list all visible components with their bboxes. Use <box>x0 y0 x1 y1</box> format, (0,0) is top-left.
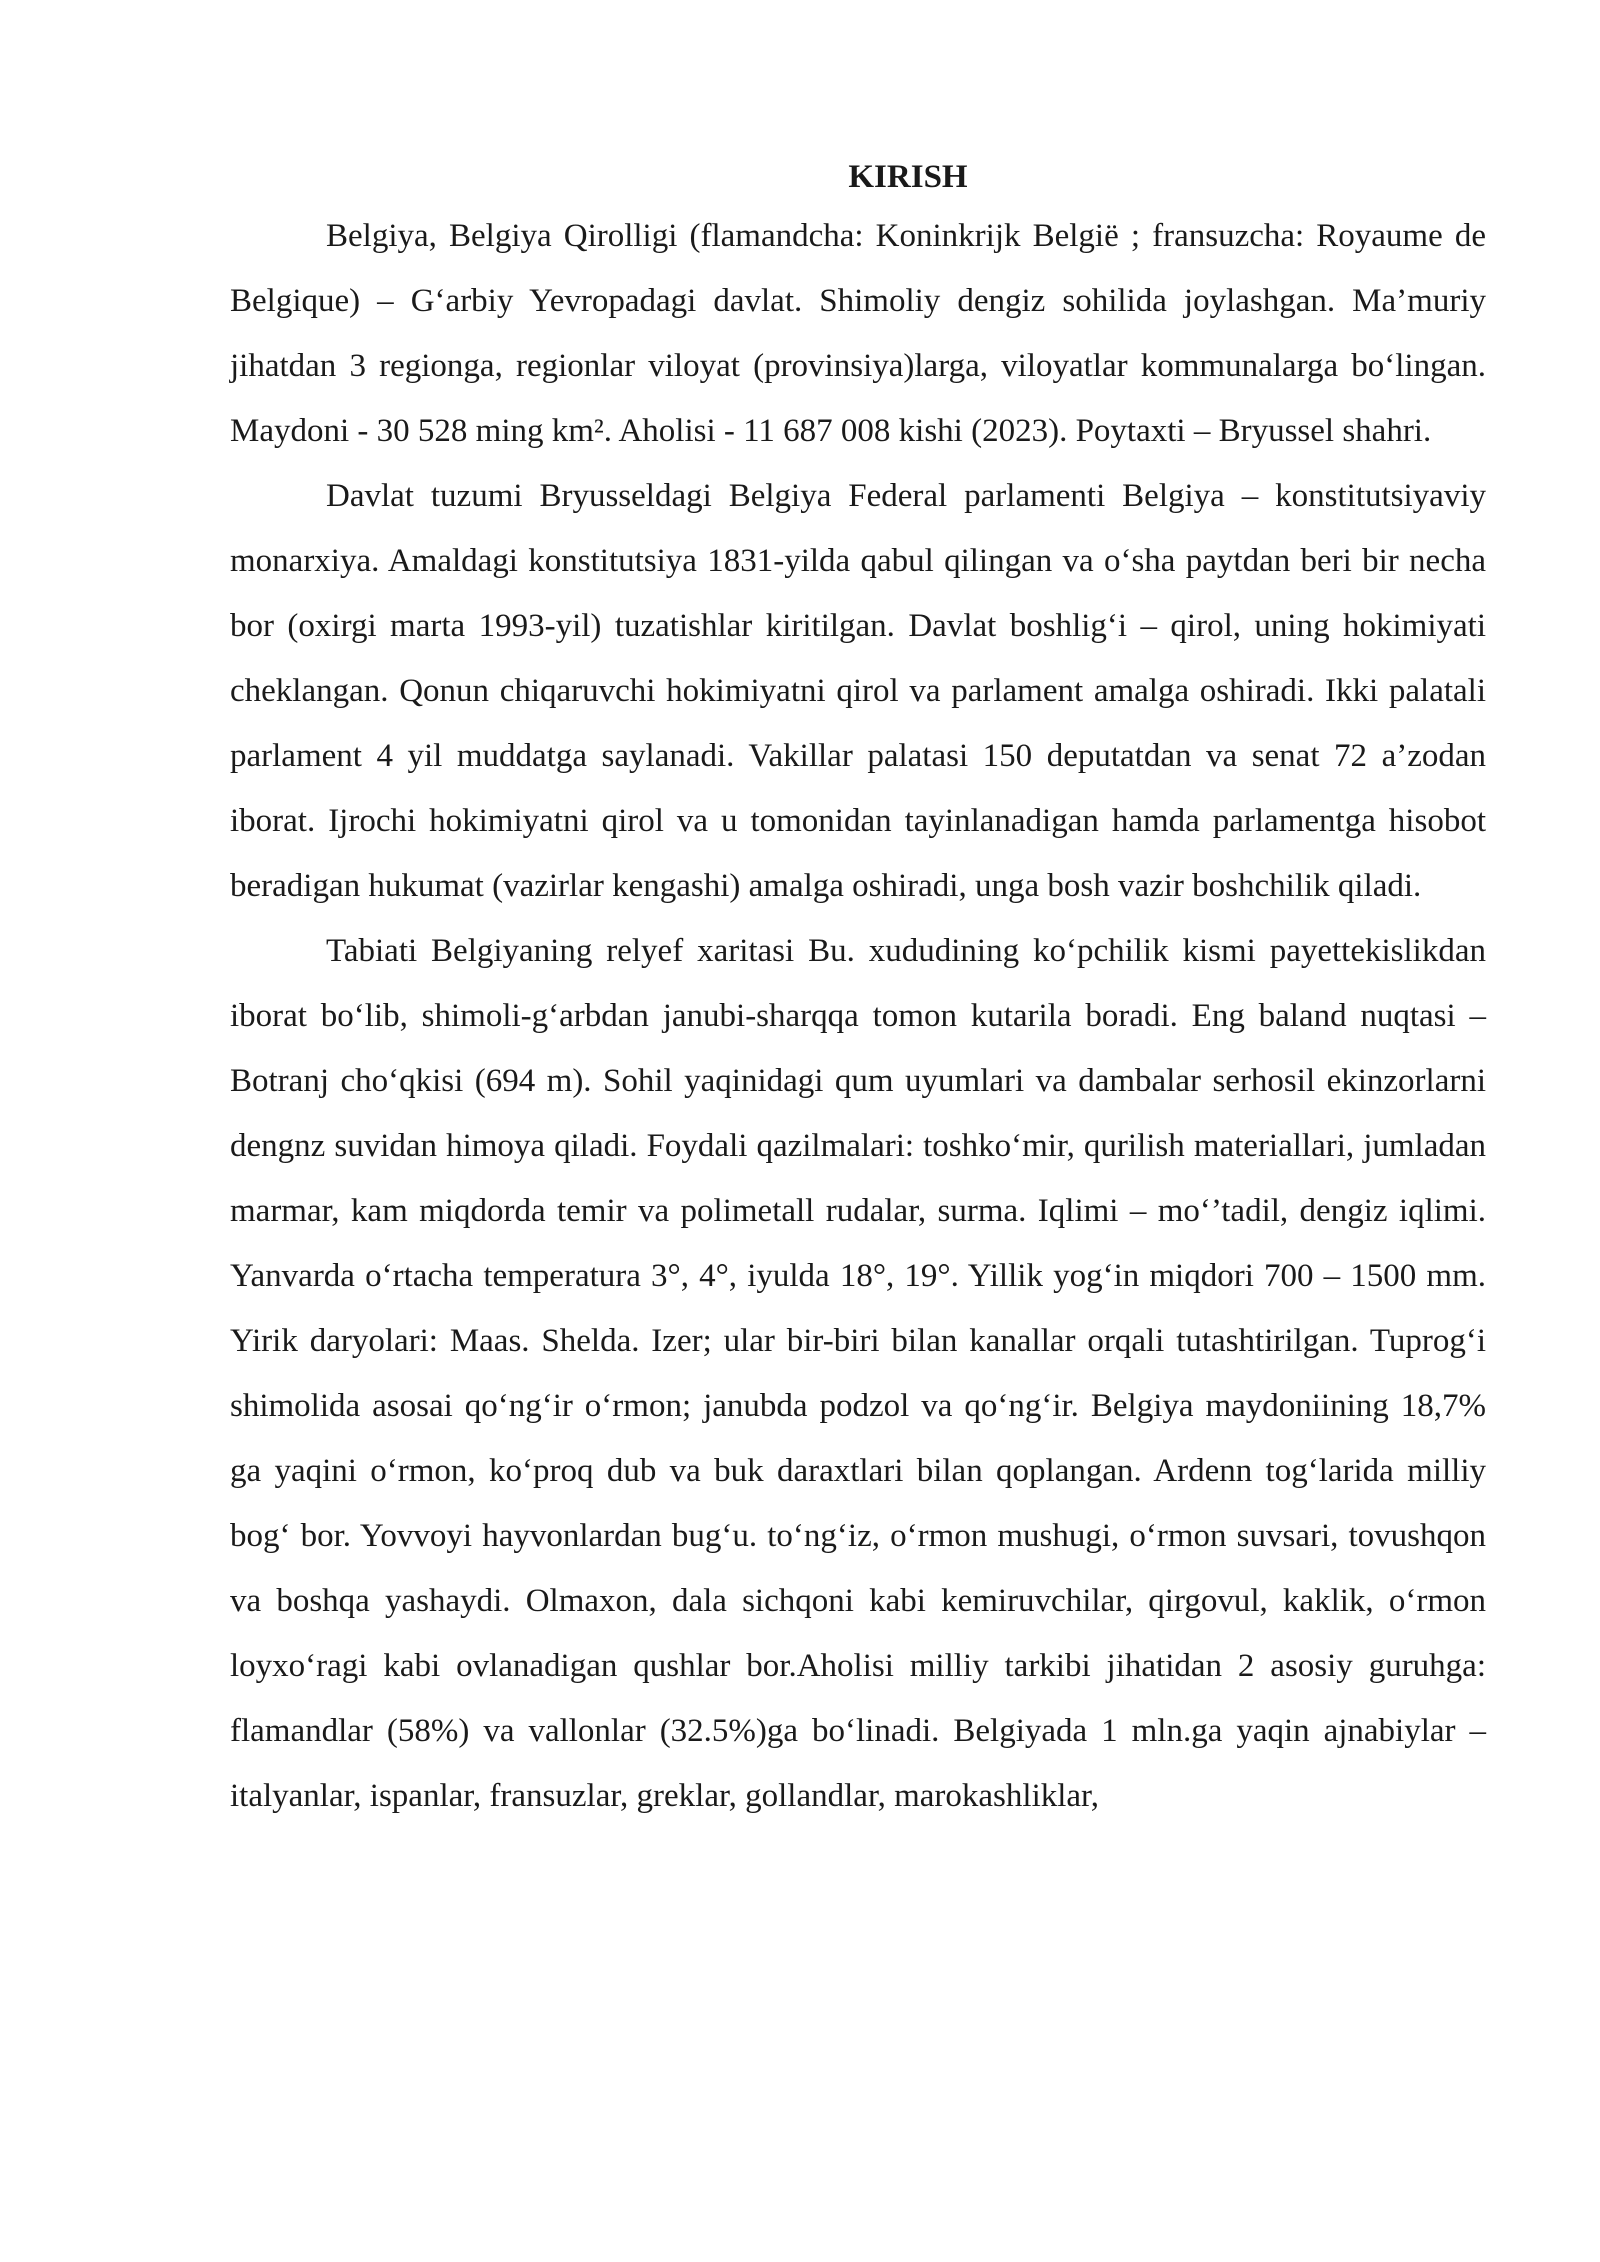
document-body <box>230 150 1486 1829</box>
page-title: KIRISH <box>848 159 968 195</box>
paragraph-government: Davlat tuzumi Bryusseldagi Belgiya Federal parlamenti Belgiya – konstitutsiyaviy monarxiya. Amaldagi konstitutsiya 1831-yilda qabul qilingan va o‘sha paytdan beri bir necha bor (oxirgi marta 1993-yil) tuzatishlar kiritilgan. Davlat boshlig‘i – qirol, uning hokimiyati cheklangan. Qonun chiqaruvchi hokimiyatni qirol va parlament amalga oshiradi. Ikki palatali parlament 4 yil muddatga saylanadi. Vakillar palatasi 150 deputatdan va senat 72 a’zodan iborat. Ijrochi hokimiyatni qirol va u tomonidan tayinlanadigan hamda parlamentga hisobot beradigan hukumat (vazirlar kengashi) amalga oshiradi, unga bosh vazir boshchilik qiladi. <box>230 478 1486 904</box>
paragraph-nature-population: Tabiati Belgiyaning relyef xaritasi Bu. xududining ko‘pchilik kismi payettekislikdan iborat bo‘lib, shimoli-g‘arbdan janubi-sharqqa tomon kutarila boradi. Eng baland nuqtasi – Botranj cho‘qkisi (694 m). Sohil yaqinidagi qum uyumlari va dambalar serhosil ekinzorlarni dengnz suvidan himoya qiladi. Foydali qazilmalari: toshko‘mir, qurilish materiallari, jumladan marmar, kam miqdorda temir va polimetall rudalar, surma. Iqlimi – mo‘’tadil, dengiz iqlimi. Yanvarda o‘rtacha temperatura 3°, 4°, iyulda 18°, 19°. Yillik yog‘in miqdori 700 – 1500 mm. Yirik daryolari: Maas. Shelda. Izer; ular bir-biri bilan kanallar orqali tutashtirilgan. Tuprog‘i shimolida asosai qo‘ng‘ir o‘rmon; janubda podzol va qo‘ng‘ir. Belgiya maydoniining 18,7% ga yaqini o‘rmon, ko‘proq dub va buk daraxtlari bilan qoplangan. Ardenn tog‘larida milliy bog‘ bor. Yovvoyi hayvonlardan bug‘u. to‘ng‘iz, o‘rmon mushugi, o‘rmon suvsari, tovushqon va boshqa yashaydi. Olmaxon, dala sichqoni kabi kemiruvchilar, qirgovul, kaklik, o‘rmon loyxo‘ragi kabi ovlanadigan qushlar bor.Aholisi milliy tarkibi jihatidan 2 asosiy guruhga: flamandlar (58%) va vallonlar (32.5%)ga bo‘linadi. Belgiyada 1 mln.ga yaqin ajnabiylar – italyanlar, ispanlar, fransuzlar, greklar, gollandlar, marokashliklar, <box>230 933 1486 1814</box>
paragraph-general-info: Belgiya, Belgiya Qirolligi (flamandcha: Koninkrijk België ; fransuzcha: Royaume de Belgique) – G‘arbiy Yevropadagi davlat. Shimoliy dengiz sohilida joylashgan. Ma’muriy jihatdan 3 regionga, regionlar viloyat (provinsiya)larga, viloyatlar kommunalarga bo‘lingan. Maydoni - 30 528 ming km². Aholisi - 11 687 008 kishi (2023). Poytaxti – Bryussel shahri. <box>230 218 1486 449</box>
